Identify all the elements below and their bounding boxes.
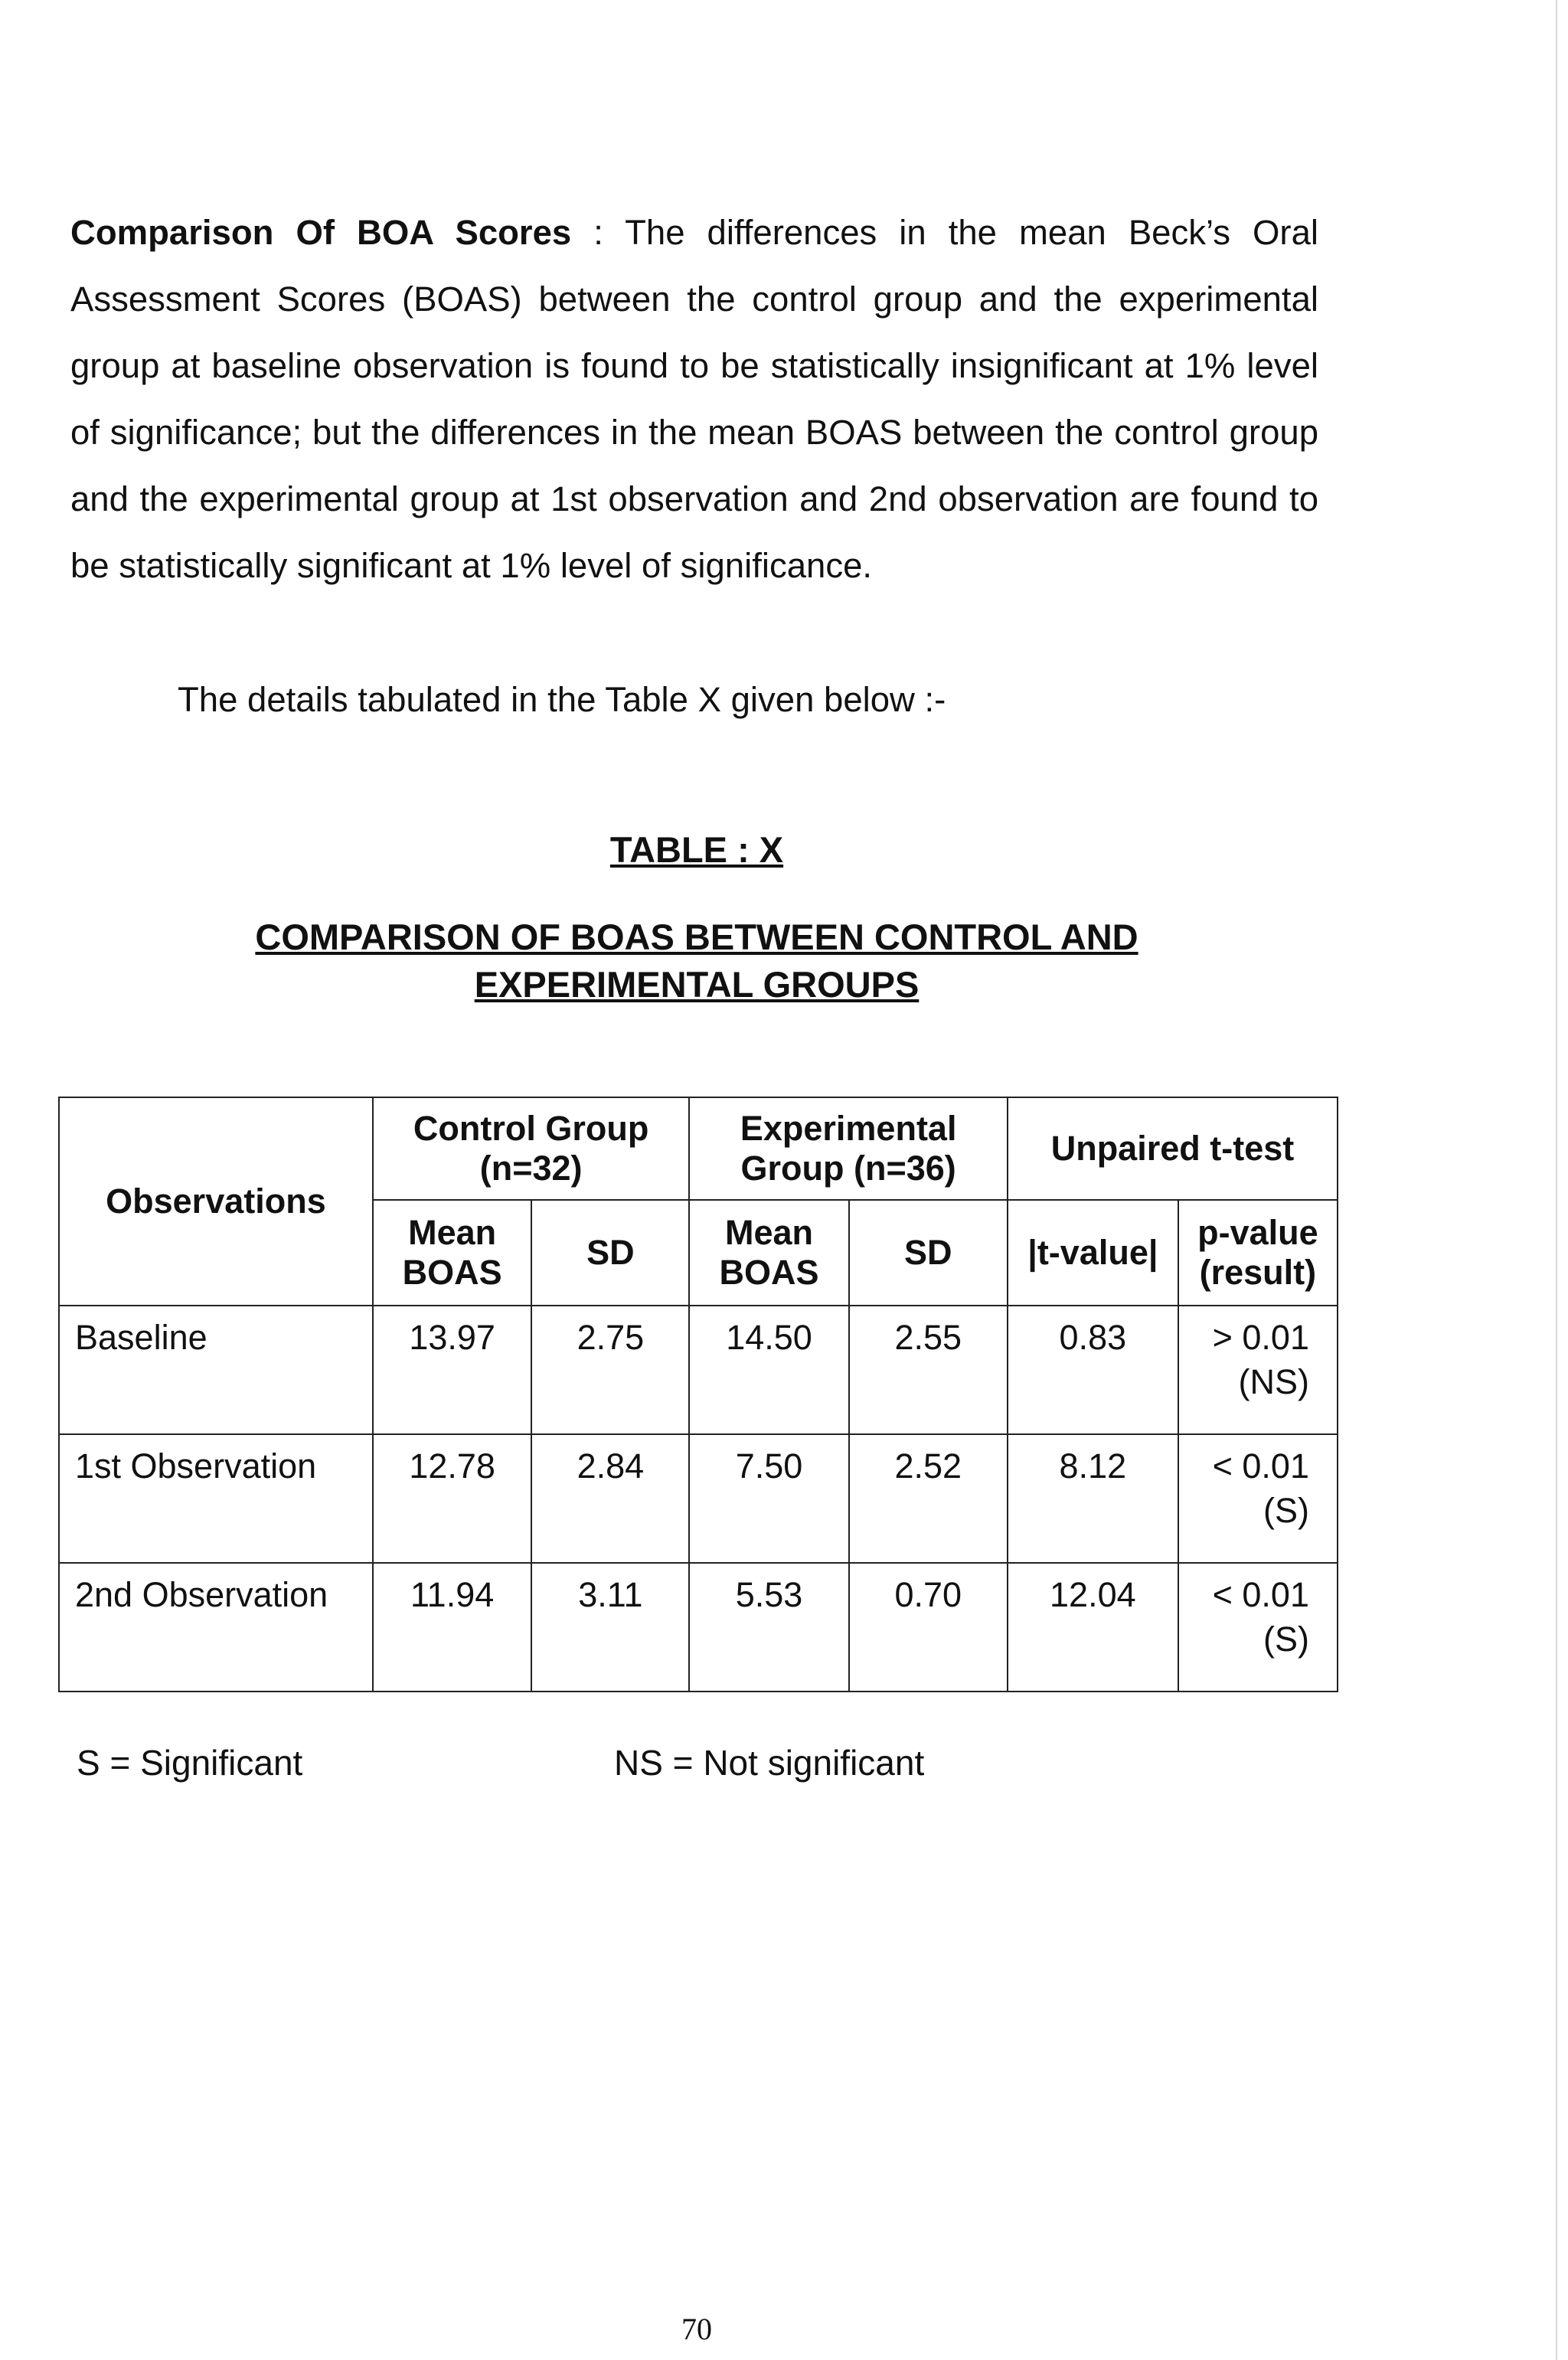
experimental-mean-cell: 14.50 (689, 1306, 848, 1434)
experimental-mean-cell: 7.50 (689, 1434, 848, 1563)
table-row (59, 1306, 1338, 1434)
control-sd-cell: 3.11 (531, 1563, 689, 1692)
header-p-value (1178, 1200, 1338, 1306)
significance-result: (NS) (1238, 1362, 1309, 1401)
experimental-sd-cell: 2.55 (849, 1306, 1008, 1434)
control-mean-cell: 12.78 (373, 1434, 531, 1563)
header-p-value-line1: p-value (1197, 1212, 1318, 1252)
table-row (59, 1434, 1338, 1563)
control-sd-cell: 2.75 (531, 1306, 689, 1434)
control-sd-cell: 2.84 (531, 1434, 689, 1563)
experimental-sd-cell: 0.70 (849, 1563, 1008, 1692)
observation-cell: 2nd Observation (59, 1563, 373, 1692)
header-experimental-group-line1: Experimental (740, 1108, 957, 1148)
p-value-cell (1178, 1563, 1338, 1692)
paragraph-lead-heading: Comparison Of BOA Scores (70, 213, 572, 252)
p-value-text: < 0.01 (1212, 1446, 1309, 1486)
header-experimental-mean-line1: Mean (725, 1212, 814, 1252)
header-control-group (373, 1097, 689, 1200)
scan-edge-divider (1556, 0, 1557, 2360)
header-control-group-line2: (n=32) (479, 1148, 583, 1188)
observation-cell: 1st Observation (59, 1434, 373, 1563)
significance-result: (S) (1263, 1620, 1309, 1659)
header-observations: Observations (59, 1097, 373, 1306)
boas-comparison-table (58, 1097, 1338, 1692)
experimental-mean-cell: 5.53 (689, 1563, 848, 1692)
t-value-cell: 12.04 (1008, 1563, 1178, 1692)
header-experimental-sd: SD (849, 1200, 1008, 1306)
header-t-value: |t-value| (1008, 1200, 1178, 1306)
table-number: TABLE : X (609, 829, 784, 870)
observation-cell: Baseline (59, 1306, 373, 1434)
t-value-cell: 8.12 (1008, 1434, 1178, 1563)
header-control-mean-line1: Mean (408, 1212, 497, 1252)
experimental-sd-cell: 2.52 (849, 1434, 1008, 1563)
header-control-mean (373, 1200, 531, 1306)
table-caption-line-1: COMPARISON OF BOAS BETWEEN CONTROL AND (255, 917, 1138, 957)
header-experimental-mean (689, 1200, 848, 1306)
p-value-cell (1178, 1434, 1338, 1563)
legend-not-significant: NS = Not significant (614, 1743, 925, 1783)
legend-significant: S = Significant (77, 1743, 303, 1783)
p-value-cell (1178, 1306, 1338, 1434)
t-value-cell: 0.83 (1008, 1306, 1178, 1434)
header-control-group-line1: Control Group (413, 1108, 649, 1148)
table-caption-line-2: EXPERIMENTAL GROUPS (474, 964, 920, 1005)
table-row (59, 1563, 1338, 1692)
paragraph-lead-separator: : (571, 213, 626, 252)
page-number: 70 (681, 2312, 712, 2346)
header-experimental-group (689, 1097, 1008, 1200)
header-control-sd: SD (531, 1200, 689, 1306)
header-unpaired-t-test: Unpaired t-test (1008, 1097, 1338, 1200)
header-p-value-line2: (result) (1199, 1252, 1317, 1292)
significance-result: (S) (1263, 1491, 1309, 1530)
p-value-text: < 0.01 (1212, 1575, 1309, 1614)
p-value-text: > 0.01 (1212, 1318, 1309, 1357)
header-control-mean-line2: BOAS (402, 1252, 502, 1292)
header-experimental-mean-line2: BOAS (719, 1252, 819, 1292)
control-mean-cell: 11.94 (373, 1563, 531, 1692)
paragraph-body: The differences in the mean Beck’s Oral Assessment Scores (BOAS) between the control group and the experimental group at baseline observation is found to be statistically insignificant at 1% level of significance; but the differences in the mean BOAS between the control group and the experimental group at 1st observation and 2nd observation are found to be statistically significant at 1% level of significance. (70, 213, 1318, 585)
header-experimental-group-line2: Group (n=36) (740, 1148, 956, 1188)
table-intro-paragraph: The details tabulated in the Table X given below :- (178, 680, 946, 719)
control-mean-cell: 13.97 (373, 1306, 531, 1434)
comparison-paragraph (70, 199, 1318, 599)
